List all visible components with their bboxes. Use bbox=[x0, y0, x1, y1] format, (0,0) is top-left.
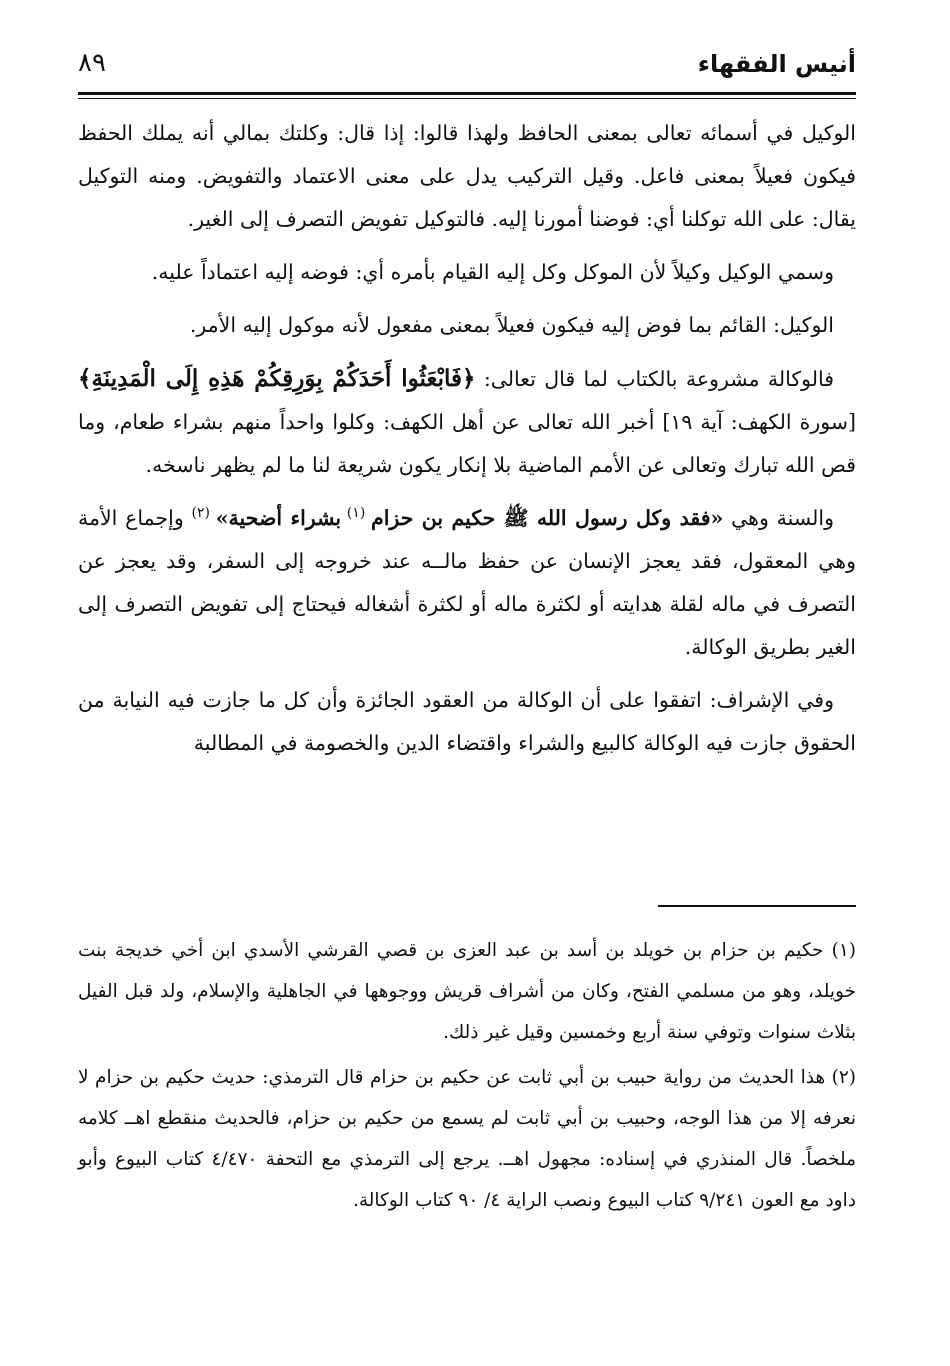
page-number: ٨٩ bbox=[78, 48, 106, 78]
paragraph: الوكيل في أسمائه تعالى بمعنى الحافظ ولهذا قالوا: إذا قال: وكلتك بمالي أنه يملك الحفظ فيكون فعيلاً بمعنى فاعل. وقيل التركيب يدل على معنى الاعتماد والتفويض. ومنه التوكيل يقال: على الله توكلنا أي: فوضنا أمورنا إليه. فالتوكيل تفويض التصرف إلى الغير. bbox=[78, 121, 856, 231]
footnotes bbox=[78, 930, 856, 1225]
paragraph-text: فالوكالة مشروعة بالكتاب لما قال تعالى: bbox=[475, 367, 835, 391]
footnote-separator bbox=[658, 905, 856, 907]
paragraph: وسمي الوكيل وكيلاً لأن الموكل وكل إليه القيام بأمره أي: فوضه إليه اعتماداً عليه. bbox=[151, 260, 834, 284]
paragraph: وفي الإشراف: اتفقوا على أن الوكالة من العقود الجائزة وأن كل ما جازت فيه النيابة من الحقوق جازت فيه الوكالة كالبيع والشراء واقتضاء الدين والخصومة في المطالبة bbox=[78, 688, 856, 755]
hadith-text: بشراء أضحية» bbox=[215, 506, 342, 530]
footnote-ref: (١) bbox=[341, 505, 371, 522]
footnote: (١) حكيم بن حزام بن خويلد بن أسد بن عبد العزى بن قصي القرشي الأسدي ابن أخي خديجة بنت خويلد، وهو من مسلمي الفتح، وكان من أشراف قريش ووجوهها في الجاهلية والإسلام، ولد قبل الفيل بثلاث سنوات وتوفي سنة أربع وخمسين وقيل غير ذلك. bbox=[78, 940, 856, 1043]
page-header bbox=[78, 46, 856, 92]
header-rule-thick bbox=[78, 92, 856, 95]
quran-verse: ﴿فَابْعَثُوا أَحَدَكُمْ بِوَرِقِكُمْ هَذِهِ إِلَى الْمَدِينَةِ﴾ bbox=[78, 365, 476, 392]
header-rule-thin bbox=[78, 98, 856, 99]
footnote: (٢) هذا الحديث من رواية حبيب بن أبي ثابت عن حكيم بن حزام قال الترمذي: حديث حكيم بن حزام لا نعرفه إلا من هذا الوجه، وحبيب بن أبي ثابت لم يسمع من حكيم بن حزام، فالحديث منقطع اهــ كلامه ملخصاً. قال المنذري في إسناده: مجهول اهــ. يرجع إلى الترمذي مع التحفة ٤/٤٧٠ كتاب البيوع وأبو داود مع العون ٩/٢٤١ كتاب البيوع ونصب الراية ٤/ ٩٠ كتاب الوكالة. bbox=[78, 1067, 856, 1211]
paragraph bbox=[78, 357, 856, 487]
paragraph-text: وإجماع الأمة وهي المعقول، فقد يعجز الإنسان عن حفظ مالــه عند خروجه إلى السفر، وقد يعجز عن التصرف في ماله لقلة هدايته أو لكثرة ماله أو لكثرة أشغاله فيحتاج إلى تفويض التصرف إلى الغير بطريق الوكالة. bbox=[78, 506, 856, 659]
paragraph-text: [سورة الكهف: آية ١٩] أخبر الله تعالى عن أهل الكهف: وكلوا واحداً منهم بشراء طعام، وما قص الله تبارك وتعالى عن الأمم الماضية بلا إنكار يكون شريعة لنا ما لم يظهر ناسخه. bbox=[78, 410, 856, 477]
paragraph-text: والسنة وهي bbox=[723, 506, 834, 530]
main-text bbox=[78, 112, 856, 775]
paragraph: الوكيل: القائم بما فوض إليه فيكون فعيلاً بمعنى مفعول لأنه موكول إليه الأمر. bbox=[189, 313, 834, 337]
hadith-text: «فقد وكل رسول الله ﷺ حكيم بن حزام bbox=[371, 506, 724, 530]
book-title: أنيس الفقهاء bbox=[697, 50, 856, 78]
footnote-ref: (٢) bbox=[191, 505, 216, 522]
paragraph bbox=[78, 497, 856, 669]
